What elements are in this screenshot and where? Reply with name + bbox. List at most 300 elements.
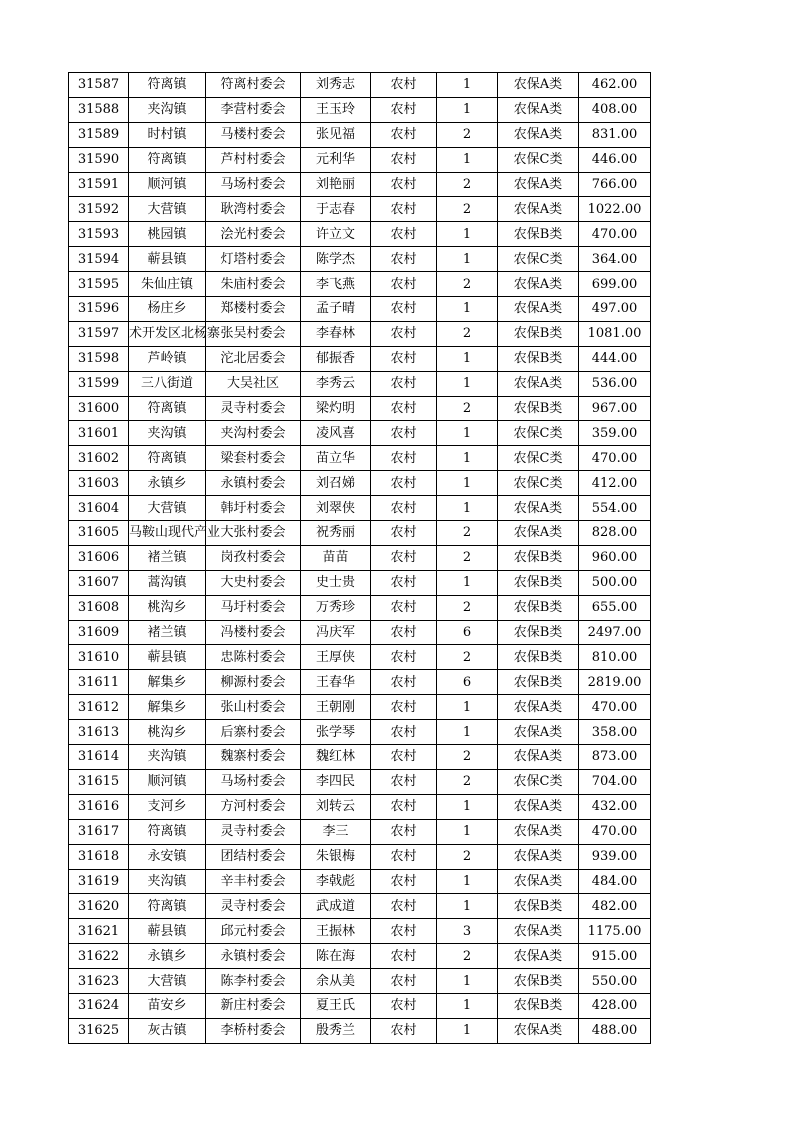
cell-count: 1 (437, 720, 498, 745)
cell-count: 1 (437, 247, 498, 272)
cell-town: 夹沟镇 (129, 745, 206, 770)
cell-id: 31606 (69, 545, 129, 570)
cell-category: 农保C类 (498, 471, 579, 496)
cell-village: 梁套村委会 (206, 446, 301, 471)
data-table (68, 72, 651, 1044)
cell-town: 解集乡 (129, 670, 206, 695)
cell-category: 农保B类 (498, 969, 579, 994)
cell-area: 农村 (371, 73, 437, 98)
cell-count: 1 (437, 346, 498, 371)
cell-town: 术开发区北杨寨 (129, 321, 206, 346)
cell-category: 农保A类 (498, 695, 579, 720)
cell-village: 辛丰村委会 (206, 869, 301, 894)
cell-village: 马圩村委会 (206, 595, 301, 620)
cell-town: 符离镇 (129, 894, 206, 919)
cell-amount: 470.00 (579, 695, 651, 720)
cell-category: 农保A类 (498, 720, 579, 745)
cell-id: 31624 (69, 993, 129, 1018)
cell-name: 刘艳丽 (301, 172, 371, 197)
cell-amount: 488.00 (579, 1018, 651, 1043)
cell-count: 1 (437, 794, 498, 819)
cell-count: 1 (437, 222, 498, 247)
cell-count: 1 (437, 993, 498, 1018)
cell-name: 张见福 (301, 122, 371, 147)
cell-area: 农村 (371, 595, 437, 620)
cell-area: 农村 (371, 521, 437, 546)
cell-name: 陈学杰 (301, 247, 371, 272)
cell-area: 农村 (371, 396, 437, 421)
cell-area: 农村 (371, 570, 437, 595)
cell-id: 31593 (69, 222, 129, 247)
cell-id: 31623 (69, 969, 129, 994)
table-row (69, 769, 651, 794)
cell-area: 农村 (371, 197, 437, 222)
table-row (69, 122, 651, 147)
cell-category: 农保A类 (498, 297, 579, 322)
cell-count: 2 (437, 172, 498, 197)
cell-id: 31605 (69, 521, 129, 546)
cell-id: 31608 (69, 595, 129, 620)
cell-category: 农保C类 (498, 147, 579, 172)
cell-amount: 2819.00 (579, 670, 651, 695)
cell-village: 夹沟村委会 (206, 421, 301, 446)
cell-id: 31621 (69, 919, 129, 944)
cell-town: 桃园镇 (129, 222, 206, 247)
cell-town: 永镇乡 (129, 471, 206, 496)
cell-amount: 412.00 (579, 471, 651, 496)
cell-name: 余从美 (301, 969, 371, 994)
cell-count: 1 (437, 97, 498, 122)
cell-category: 农保B类 (498, 396, 579, 421)
cell-village: 马场村委会 (206, 172, 301, 197)
cell-category: 农保A类 (498, 794, 579, 819)
cell-area: 农村 (371, 122, 437, 147)
cell-count: 2 (437, 197, 498, 222)
cell-village: 岗孜村委会 (206, 545, 301, 570)
cell-name: 梁灼明 (301, 396, 371, 421)
cell-area: 农村 (371, 321, 437, 346)
cell-village: 耿湾村委会 (206, 197, 301, 222)
cell-category: 农保B类 (498, 670, 579, 695)
cell-name: 李秀云 (301, 371, 371, 396)
cell-amount: 915.00 (579, 944, 651, 969)
cell-area: 农村 (371, 919, 437, 944)
cell-id: 31596 (69, 297, 129, 322)
cell-count: 1 (437, 695, 498, 720)
cell-town: 永镇乡 (129, 944, 206, 969)
cell-name: 王振林 (301, 919, 371, 944)
cell-area: 农村 (371, 944, 437, 969)
cell-name: 王厚侠 (301, 645, 371, 670)
table-row (69, 197, 651, 222)
cell-amount: 1175.00 (579, 919, 651, 944)
cell-area: 农村 (371, 695, 437, 720)
cell-amount: 2497.00 (579, 620, 651, 645)
cell-name: 郁振香 (301, 346, 371, 371)
cell-amount: 444.00 (579, 346, 651, 371)
cell-town: 灰古镇 (129, 1018, 206, 1043)
cell-area: 农村 (371, 769, 437, 794)
cell-town: 解集乡 (129, 695, 206, 720)
table-row (69, 147, 651, 172)
cell-category: 农保A类 (498, 122, 579, 147)
cell-name: 李飞燕 (301, 272, 371, 297)
cell-category: 农保A类 (498, 869, 579, 894)
table-row (69, 745, 651, 770)
cell-count: 1 (437, 147, 498, 172)
cell-town: 蒿沟镇 (129, 570, 206, 595)
cell-id: 31610 (69, 645, 129, 670)
cell-area: 农村 (371, 720, 437, 745)
cell-category: 农保A类 (498, 819, 579, 844)
table-row (69, 73, 651, 98)
cell-id: 31620 (69, 894, 129, 919)
cell-area: 农村 (371, 969, 437, 994)
cell-name: 魏红林 (301, 745, 371, 770)
cell-count: 1 (437, 894, 498, 919)
cell-amount: 359.00 (579, 421, 651, 446)
table-row (69, 521, 651, 546)
table-row (69, 894, 651, 919)
cell-category: 农保A类 (498, 844, 579, 869)
cell-count: 2 (437, 944, 498, 969)
cell-id: 31601 (69, 421, 129, 446)
cell-village: 芦村村委会 (206, 147, 301, 172)
cell-name: 刘召娣 (301, 471, 371, 496)
cell-id: 31598 (69, 346, 129, 371)
cell-area: 农村 (371, 844, 437, 869)
cell-village: 永镇村委会 (206, 944, 301, 969)
cell-id: 31612 (69, 695, 129, 720)
cell-village: 朱庙村委会 (206, 272, 301, 297)
cell-category: 农保A类 (498, 197, 579, 222)
cell-name: 武成道 (301, 894, 371, 919)
table-row (69, 222, 651, 247)
cell-name: 刘翠侠 (301, 496, 371, 521)
cell-amount: 536.00 (579, 371, 651, 396)
cell-count: 2 (437, 545, 498, 570)
cell-amount: 554.00 (579, 496, 651, 521)
cell-village: 张吴村委会 (206, 321, 301, 346)
cell-id: 31600 (69, 396, 129, 421)
cell-area: 农村 (371, 272, 437, 297)
cell-town: 大营镇 (129, 197, 206, 222)
cell-town: 大营镇 (129, 969, 206, 994)
cell-town: 杨庄乡 (129, 297, 206, 322)
cell-category: 农保B类 (498, 620, 579, 645)
cell-amount: 828.00 (579, 521, 651, 546)
cell-amount: 873.00 (579, 745, 651, 770)
cell-amount: 960.00 (579, 545, 651, 570)
cell-village: 永镇村委会 (206, 471, 301, 496)
cell-town: 桃沟乡 (129, 720, 206, 745)
cell-amount: 550.00 (579, 969, 651, 994)
cell-town: 蕲县镇 (129, 247, 206, 272)
cell-name: 殷秀兰 (301, 1018, 371, 1043)
cell-town: 大营镇 (129, 496, 206, 521)
cell-area: 农村 (371, 993, 437, 1018)
cell-town: 时村镇 (129, 122, 206, 147)
cell-id: 31616 (69, 794, 129, 819)
cell-category: 农保A类 (498, 521, 579, 546)
cell-count: 1 (437, 446, 498, 471)
cell-village: 沱北居委会 (206, 346, 301, 371)
table-row (69, 321, 651, 346)
cell-area: 农村 (371, 620, 437, 645)
cell-town: 马鞍山现代产业 (129, 521, 206, 546)
cell-category: 农保C类 (498, 446, 579, 471)
cell-village: 韩圩村委会 (206, 496, 301, 521)
cell-town: 符离镇 (129, 147, 206, 172)
cell-town: 夹沟镇 (129, 97, 206, 122)
cell-amount: 482.00 (579, 894, 651, 919)
cell-name: 孟子晴 (301, 297, 371, 322)
cell-count: 6 (437, 670, 498, 695)
cell-village: 大吴社区 (206, 371, 301, 396)
cell-amount: 470.00 (579, 222, 651, 247)
table-row (69, 471, 651, 496)
cell-name: 夏王氏 (301, 993, 371, 1018)
cell-village: 大史村委会 (206, 570, 301, 595)
cell-id: 31588 (69, 97, 129, 122)
cell-village: 马楼村委会 (206, 122, 301, 147)
table-row (69, 247, 651, 272)
table-body (69, 73, 651, 1044)
cell-name: 李三 (301, 819, 371, 844)
cell-name: 苗立华 (301, 446, 371, 471)
cell-id: 31595 (69, 272, 129, 297)
cell-count: 1 (437, 1018, 498, 1043)
cell-name: 祝秀丽 (301, 521, 371, 546)
table-row (69, 844, 651, 869)
cell-amount: 428.00 (579, 993, 651, 1018)
cell-name: 史士贵 (301, 570, 371, 595)
cell-area: 农村 (371, 670, 437, 695)
cell-amount: 699.00 (579, 272, 651, 297)
cell-id: 31611 (69, 670, 129, 695)
cell-category: 农保B类 (498, 595, 579, 620)
cell-id: 31614 (69, 745, 129, 770)
cell-name: 王玉玲 (301, 97, 371, 122)
cell-area: 农村 (371, 172, 437, 197)
table-row (69, 620, 651, 645)
cell-name: 于志春 (301, 197, 371, 222)
table-row (69, 869, 651, 894)
cell-area: 农村 (371, 496, 437, 521)
cell-name: 陈在海 (301, 944, 371, 969)
cell-village: 方河村委会 (206, 794, 301, 819)
cell-village: 陈李村委会 (206, 969, 301, 994)
cell-amount: 446.00 (579, 147, 651, 172)
cell-id: 31618 (69, 844, 129, 869)
cell-town: 符离镇 (129, 396, 206, 421)
cell-count: 6 (437, 620, 498, 645)
cell-village: 灵寺村委会 (206, 894, 301, 919)
cell-category: 农保A类 (498, 944, 579, 969)
cell-category: 农保B类 (498, 993, 579, 1018)
cell-town: 褚兰镇 (129, 620, 206, 645)
cell-village: 郑楼村委会 (206, 297, 301, 322)
cell-count: 2 (437, 521, 498, 546)
cell-name: 李春林 (301, 321, 371, 346)
cell-category: 农保B类 (498, 570, 579, 595)
table-row (69, 919, 651, 944)
cell-amount: 939.00 (579, 844, 651, 869)
cell-id: 31591 (69, 172, 129, 197)
table-row (69, 570, 651, 595)
cell-area: 农村 (371, 471, 437, 496)
cell-amount: 497.00 (579, 297, 651, 322)
cell-category: 农保C类 (498, 247, 579, 272)
cell-name: 凌风喜 (301, 421, 371, 446)
cell-village: 后寨村委会 (206, 720, 301, 745)
cell-village: 魏寨村委会 (206, 745, 301, 770)
cell-id: 31587 (69, 73, 129, 98)
cell-amount: 462.00 (579, 73, 651, 98)
cell-amount: 967.00 (579, 396, 651, 421)
cell-id: 31602 (69, 446, 129, 471)
cell-area: 农村 (371, 446, 437, 471)
cell-area: 农村 (371, 794, 437, 819)
cell-name: 刘转云 (301, 794, 371, 819)
cell-town: 符离镇 (129, 819, 206, 844)
cell-town: 顺河镇 (129, 172, 206, 197)
cell-id: 31597 (69, 321, 129, 346)
cell-count: 1 (437, 73, 498, 98)
cell-village: 大张村委会 (206, 521, 301, 546)
cell-category: 农保A类 (498, 172, 579, 197)
cell-id: 31625 (69, 1018, 129, 1043)
cell-count: 2 (437, 844, 498, 869)
cell-area: 农村 (371, 421, 437, 446)
cell-amount: 766.00 (579, 172, 651, 197)
cell-name: 张学琴 (301, 720, 371, 745)
cell-area: 农村 (371, 297, 437, 322)
cell-count: 1 (437, 869, 498, 894)
table-row (69, 97, 651, 122)
cell-category: 农保A类 (498, 496, 579, 521)
cell-count: 2 (437, 645, 498, 670)
cell-category: 农保B类 (498, 545, 579, 570)
cell-amount: 704.00 (579, 769, 651, 794)
cell-category: 农保C类 (498, 421, 579, 446)
cell-village: 团结村委会 (206, 844, 301, 869)
cell-amount: 500.00 (579, 570, 651, 595)
cell-id: 31603 (69, 471, 129, 496)
cell-name: 李戟彪 (301, 869, 371, 894)
cell-village: 符离村委会 (206, 73, 301, 98)
cell-town: 夹沟镇 (129, 421, 206, 446)
cell-category: 农保A类 (498, 371, 579, 396)
cell-name: 万秀珍 (301, 595, 371, 620)
cell-village: 新庄村委会 (206, 993, 301, 1018)
cell-amount: 831.00 (579, 122, 651, 147)
table-row (69, 794, 651, 819)
table-row (69, 1018, 651, 1043)
cell-amount: 655.00 (579, 595, 651, 620)
cell-village: 张山村委会 (206, 695, 301, 720)
cell-amount: 432.00 (579, 794, 651, 819)
cell-village: 李营村委会 (206, 97, 301, 122)
cell-count: 1 (437, 371, 498, 396)
cell-category: 农保C类 (498, 769, 579, 794)
table-row (69, 695, 651, 720)
cell-town: 符离镇 (129, 446, 206, 471)
cell-id: 31589 (69, 122, 129, 147)
table-row (69, 819, 651, 844)
cell-category: 农保A类 (498, 1018, 579, 1043)
cell-id: 31590 (69, 147, 129, 172)
cell-amount: 470.00 (579, 819, 651, 844)
cell-area: 农村 (371, 222, 437, 247)
cell-village: 浍光村委会 (206, 222, 301, 247)
cell-name: 王朝刚 (301, 695, 371, 720)
cell-name: 李四民 (301, 769, 371, 794)
cell-name: 许立文 (301, 222, 371, 247)
cell-village: 马场村委会 (206, 769, 301, 794)
cell-id: 31613 (69, 720, 129, 745)
cell-id: 31592 (69, 197, 129, 222)
cell-town: 永安镇 (129, 844, 206, 869)
cell-area: 农村 (371, 371, 437, 396)
table-row (69, 396, 651, 421)
cell-name: 冯庆军 (301, 620, 371, 645)
cell-name: 朱银梅 (301, 844, 371, 869)
cell-town: 顺河镇 (129, 769, 206, 794)
cell-category: 农保A类 (498, 73, 579, 98)
table-row (69, 172, 651, 197)
cell-town: 蕲县镇 (129, 645, 206, 670)
cell-id: 31617 (69, 819, 129, 844)
cell-name: 元利华 (301, 147, 371, 172)
cell-town: 褚兰镇 (129, 545, 206, 570)
cell-id: 31604 (69, 496, 129, 521)
cell-id: 31619 (69, 869, 129, 894)
table-row (69, 346, 651, 371)
cell-name: 刘秀志 (301, 73, 371, 98)
cell-area: 农村 (371, 645, 437, 670)
cell-category: 农保A类 (498, 97, 579, 122)
cell-category: 农保B类 (498, 346, 579, 371)
cell-id: 31594 (69, 247, 129, 272)
cell-id: 31607 (69, 570, 129, 595)
table-row (69, 944, 651, 969)
cell-count: 1 (437, 819, 498, 844)
cell-amount: 364.00 (579, 247, 651, 272)
cell-count: 1 (437, 570, 498, 595)
cell-area: 农村 (371, 894, 437, 919)
cell-village: 灯塔村委会 (206, 247, 301, 272)
cell-count: 1 (437, 471, 498, 496)
cell-village: 忠陈村委会 (206, 645, 301, 670)
cell-id: 31615 (69, 769, 129, 794)
cell-area: 农村 (371, 97, 437, 122)
cell-name: 苗苗 (301, 545, 371, 570)
cell-amount: 358.00 (579, 720, 651, 745)
cell-area: 农村 (371, 247, 437, 272)
cell-amount: 484.00 (579, 869, 651, 894)
table-row (69, 496, 651, 521)
cell-town: 朱仙庄镇 (129, 272, 206, 297)
cell-village: 柳源村委会 (206, 670, 301, 695)
cell-count: 1 (437, 496, 498, 521)
table-row (69, 371, 651, 396)
table-row (69, 645, 651, 670)
table-row (69, 297, 651, 322)
table-row (69, 272, 651, 297)
table-row (69, 446, 651, 471)
cell-category: 农保B类 (498, 222, 579, 247)
